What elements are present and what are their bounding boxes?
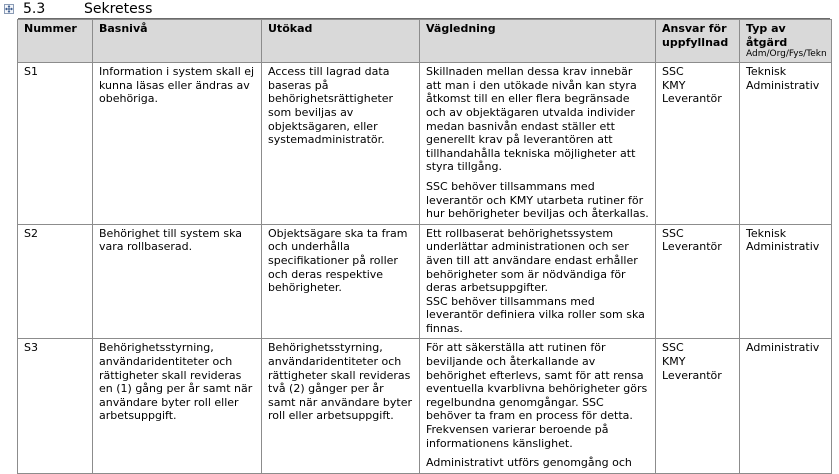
header-nummer: Nummer — [18, 20, 93, 63]
cell-basniva: Behörighet till system ska vara rollbaserad. — [93, 224, 262, 339]
typ-item: Administrativ — [746, 78, 820, 92]
table-header-row — [18, 20, 832, 63]
vagledning-paragraph: Skillnaden mellan dessa krav innebär att man i den utökade nivån kan styra åtkomst till en eller flera begränsade och av objektägaren utvalda individer medan basnivån endast ställer ett generellt krav på leverantören att tillhandahålla tekniska möjligheter att styra tillgång. — [426, 65, 637, 174]
ansvar-item: KMY — [662, 78, 686, 92]
table-move-handle-icon[interactable] — [4, 4, 14, 14]
section-number: 5.3 — [23, 1, 46, 17]
vagledning-paragraph: Ett rollbaserat behörighetssystem underlättar administrationen och ser även till att användare endast erhåller behörigheter som är nödvändiga för deras arbetsuppgifter. — [426, 226, 638, 295]
cell-basniva: Information i system skall ej kunna läsas eller ändras av obehöriga. — [93, 63, 262, 225]
cell-vagledning — [420, 339, 656, 473]
section-title: Sekretess — [84, 1, 153, 17]
cell-typ — [740, 224, 832, 339]
ansvar-item: Leverantör — [662, 368, 722, 382]
header-basniva: Basnivå — [93, 20, 262, 63]
cell-typ — [740, 339, 832, 473]
header-typ-subtitle: Adm/Org/Fys/Tekn — [746, 49, 827, 60]
ansvar-item: SSC — [662, 341, 684, 355]
table-row — [18, 224, 832, 339]
vagledning-paragraph: För att säkerställa att rutinen för beviljande och återkallande av behörighet efterlevs, samt för att rensa eventuella kvarblivna behörigheter görs regelbundna genomgångar. SSC behöver ta fram en process för detta. Frekvensen varierar beroende på informationens känslighet. — [426, 341, 648, 450]
cell-nummer: S2 — [18, 224, 93, 339]
ansvar-item: SSC — [662, 65, 684, 79]
cell-utokad: Behörighetsstyrning, användaridentiteter och rättigheter skall revideras två (2) gånger per år samt när användare byter roll eller arbetsuppgift. — [262, 339, 420, 473]
cell-typ — [740, 63, 832, 225]
table-row — [18, 339, 832, 473]
section-heading — [23, 0, 152, 18]
cell-nummer: S1 — [18, 63, 93, 225]
header-typ-label: Typ av åtgärd — [746, 22, 788, 49]
header-typ — [740, 20, 832, 63]
header-ansvar: Ansvar för uppfyllnad — [656, 20, 740, 63]
ansvar-item: Leverantör — [662, 240, 722, 254]
typ-item: Teknisk — [746, 65, 787, 79]
cell-vagledning — [420, 63, 656, 225]
header-vagledning: Vägledning — [420, 20, 656, 63]
vagledning-paragraph: SSC behöver tillsammans med leverantör och KMY utarbeta rutiner för hur behörigheter beviljas och återkallas. — [426, 179, 649, 221]
cell-nummer: S3 — [18, 339, 93, 473]
vagledning-paragraph: Administrativt utförs genomgång och — [426, 456, 632, 470]
cell-ansvar — [656, 224, 740, 339]
cell-utokad: Access till lagrad data baseras på behörighetsrättigheter som beviljas av objektsägaren, eller systemadministratör. — [262, 63, 420, 225]
cell-basniva: Behörighetsstyrning, användaridentiteter och rättigheter skall revideras en (1) gång per år samt när användare byter roll eller arbetsuppgift. — [93, 339, 262, 473]
vagledning-paragraph: SSC behöver tillsammans med leverantör definiera vilka roller som ska finnas. — [426, 294, 645, 335]
typ-item: Teknisk — [746, 226, 787, 240]
cell-ansvar — [656, 63, 740, 225]
requirements-table — [17, 19, 832, 474]
header-utokad: Utökad — [262, 20, 420, 63]
typ-item: Administrativ — [746, 341, 820, 355]
ansvar-item: Leverantör — [662, 92, 722, 106]
cell-vagledning — [420, 224, 656, 339]
cell-utokad: Objektsägare ska ta fram och underhålla specifikationer på roller och deras respektive behörigheter. — [262, 224, 420, 339]
typ-item: Administrativ — [746, 240, 820, 254]
ansvar-item: KMY — [662, 355, 686, 369]
cell-ansvar — [656, 339, 740, 473]
table-row — [18, 63, 832, 225]
ansvar-item: SSC — [662, 226, 684, 240]
